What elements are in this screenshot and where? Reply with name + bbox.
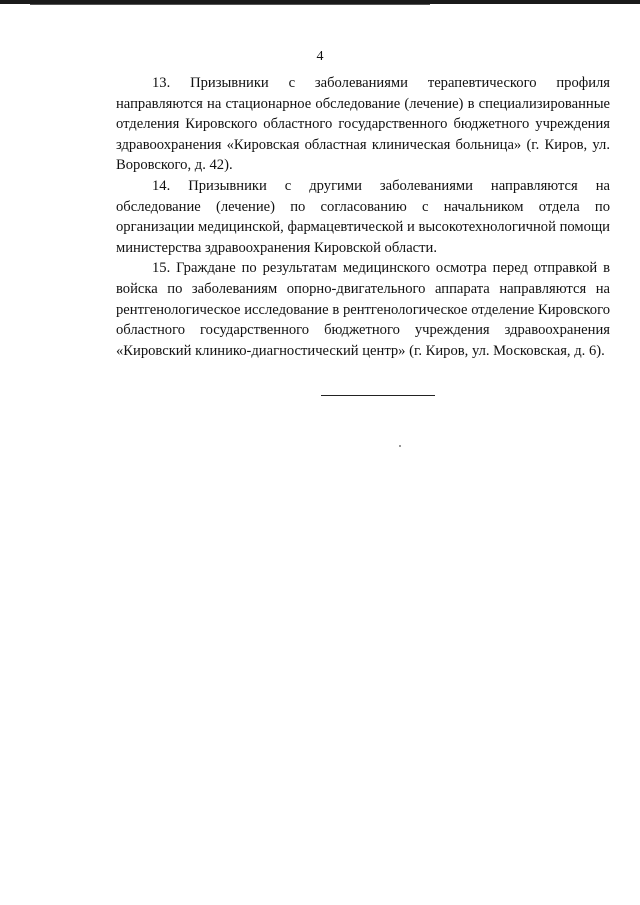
scan-edge-line (30, 4, 430, 5)
paragraph-15: 15. Граждане по результатам медицинского осмотра перед отправкой в войска по заболеваниям опорно-двигательного аппарата направляются на рентгенологическое исследование в рентгенологическое отделение Кировского областного государственного бюджетного учреждения здравоохранения «Кировский клинико-диагностический центр» (г. Киров, ул. Московская, д. 6). (116, 260, 610, 359)
end-separator-line (321, 395, 435, 396)
paragraph-14: 14. Призывники с другими заболеваниями направляются на обследование (лечение) по согласованию с начальником отдела по организации медицинской, фармацевтической и высокотехнологичной помощи министерства здравоохранения Кировской области. (116, 177, 610, 256)
paragraph-13: 13. Призывники с заболеваниями терапевтического профиля направляются на стационарное обследование (лечение) в специализированные отделения Кировского областного государственного бюджетного учреждения здравоохранения «Кировская областная клиническая больница» (г. Киров, ул. Воровского, д. 42). (116, 75, 610, 174)
page-number: 4 (316, 49, 324, 64)
document-body (116, 73, 610, 361)
scan-speck (399, 445, 401, 447)
